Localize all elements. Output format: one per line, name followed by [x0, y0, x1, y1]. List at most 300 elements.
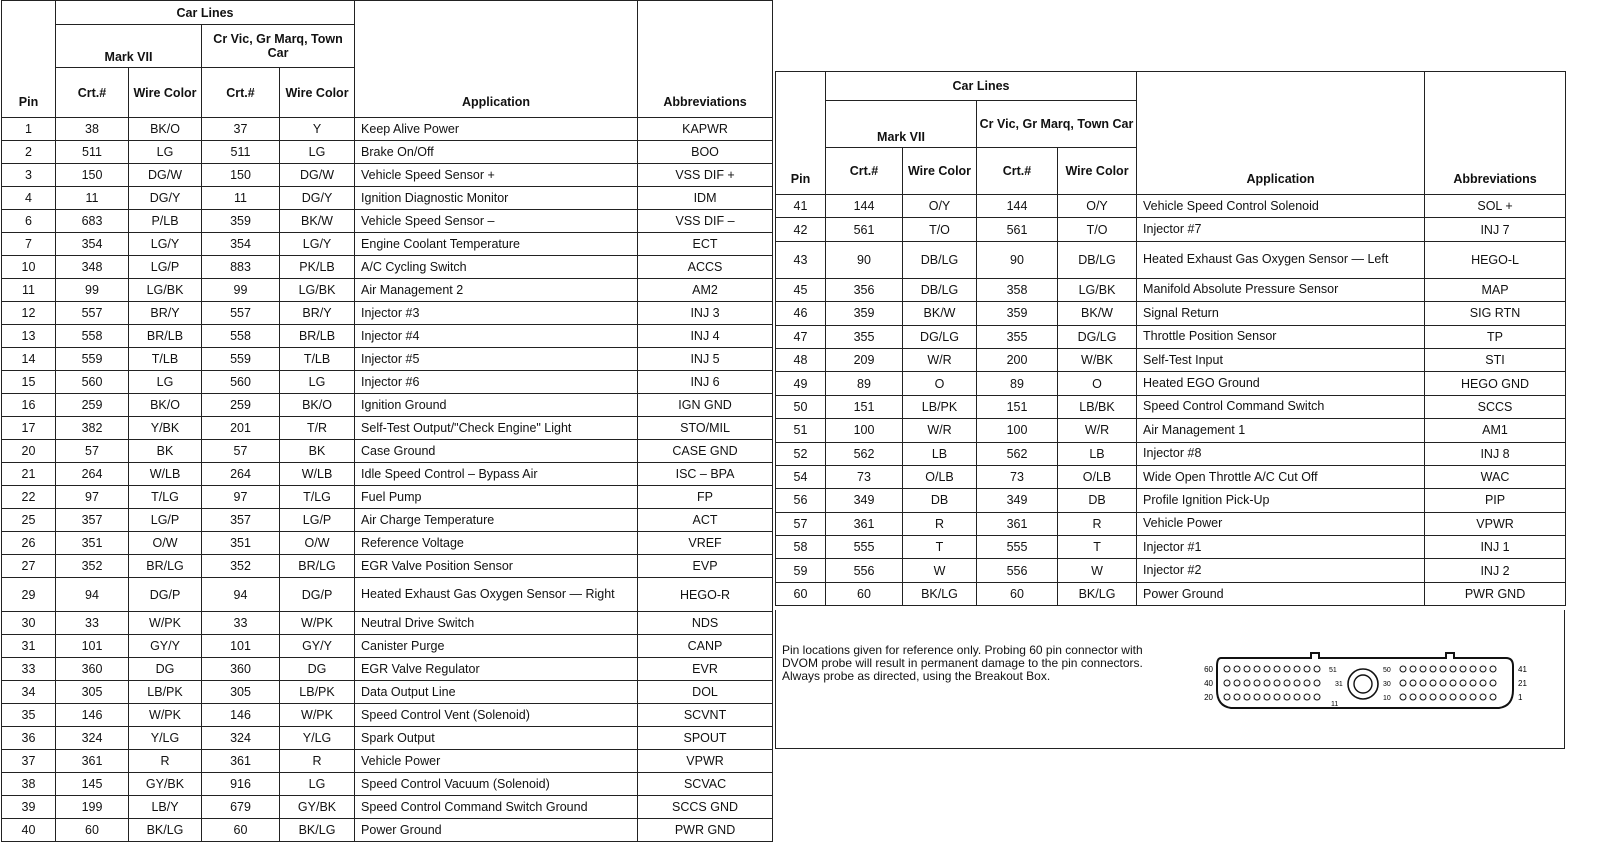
pin-cell: 34: [2, 681, 56, 704]
pin-cell: 31: [2, 635, 56, 658]
circuit-cell: 11: [56, 187, 129, 210]
connector-pin-hole: [1420, 680, 1426, 686]
probe-warning-note: Pin locations given for reference only. Probing 60 pin connector with DVOM probe will result in permanent damage to the pin connectors. Always probe as directed, using the Breakout Box.: [782, 643, 1143, 683]
circuit-cell: 557: [202, 302, 280, 325]
connector-label-51: 51: [1329, 667, 1337, 674]
wire-color-cell: O: [1058, 372, 1137, 395]
circuit-cell: 89: [977, 372, 1058, 395]
wire-color-cell: DG/P: [280, 578, 355, 612]
circuit-cell: 89: [826, 372, 903, 395]
wire-color-cell: LB/Y: [129, 796, 202, 819]
circuit-cell: 348: [56, 256, 129, 279]
wire-color-cell: LG/P: [129, 256, 202, 279]
wire-color-cell: T/O: [1058, 218, 1137, 241]
connector-pin-hole: [1430, 680, 1436, 686]
wire-color-cell: Y: [280, 118, 355, 141]
abbreviation-cell: IDM: [638, 187, 773, 210]
wire-color-cell: O/Y: [903, 195, 977, 218]
circuit-cell: 264: [202, 463, 280, 486]
wire-color-cell: BK/LG: [129, 819, 202, 842]
circuit-cell: 201: [202, 417, 280, 440]
wire-color-cell: LG/BK: [129, 279, 202, 302]
connector-pin-hole: [1314, 694, 1320, 700]
mark-vii-header: Mark VII: [826, 101, 977, 148]
wire-color-cell: T/LB: [280, 348, 355, 371]
wire-color-cell: LB: [903, 442, 977, 465]
circuit-cell: 354: [202, 233, 280, 256]
wire-color-cell: LG/P: [129, 509, 202, 532]
wire-color-cell: W/LB: [129, 463, 202, 486]
connector-label-60: 60: [1204, 665, 1213, 674]
wire-color-cell: Y/LG: [129, 727, 202, 750]
wire-color-cell: DB/LG: [903, 241, 977, 278]
application-cell: Manifold Absolute Pressure Sensor: [1137, 278, 1425, 301]
circuit-cell: 683: [56, 210, 129, 233]
wire-color-cell: BK/O: [280, 394, 355, 417]
application-cell: Speed Control Command Switch: [1137, 395, 1425, 418]
connector-pin-hole: [1294, 666, 1300, 672]
abbreviation-cell: VPWR: [1425, 512, 1566, 535]
table-row: [2, 256, 773, 279]
wire-color-cell: W/R: [903, 348, 977, 371]
connector-label-10: 10: [1383, 695, 1391, 702]
application-cell: Engine Coolant Temperature: [355, 233, 638, 256]
circuit-cell: 73: [977, 465, 1058, 488]
circuit-cell: 11: [202, 187, 280, 210]
connector-pin-hole: [1470, 666, 1476, 672]
wire-color-cell: BK/LG: [1058, 582, 1137, 605]
pin-cell: 59: [776, 559, 826, 582]
wire-color-cell: O/LB: [903, 465, 977, 488]
crvic-header: Cr Vic, Gr Marq, Town Car: [202, 25, 355, 68]
connector-pin-hole: [1264, 694, 1270, 700]
circuit-cell: 209: [826, 348, 903, 371]
circuit-cell: 99: [202, 279, 280, 302]
connector-pin-hole: [1274, 666, 1280, 672]
table-row: [776, 372, 1566, 395]
circuit-cell: 361: [56, 750, 129, 773]
application-cell: Speed Control Command Switch Ground: [355, 796, 638, 819]
application-cell: Vehicle Speed Control Solenoid: [1137, 195, 1425, 218]
connector-pin-hole: [1440, 694, 1446, 700]
connector-pin-hole: [1254, 666, 1260, 672]
table-row: [2, 555, 773, 578]
pin-cell: 57: [776, 512, 826, 535]
application-cell: Self-Test Input: [1137, 348, 1425, 371]
connector-pin-hole: [1274, 680, 1280, 686]
wire-color-cell: DG/W: [280, 164, 355, 187]
application-cell: Vehicle Speed Sensor +: [355, 164, 638, 187]
abbreviation-cell: TP: [1425, 325, 1566, 348]
crt-header: Crt.#: [826, 148, 903, 195]
abbreviation-cell: CANP: [638, 635, 773, 658]
wire-color-cell: Y/BK: [129, 417, 202, 440]
circuit-cell: 359: [826, 302, 903, 325]
circuit-cell: 560: [202, 371, 280, 394]
application-cell: Signal Return: [1137, 302, 1425, 325]
connector-pin-hole: [1410, 680, 1416, 686]
connector-pin-hole: [1460, 666, 1466, 672]
connector-label-41: 41: [1518, 665, 1527, 674]
table-row: [2, 164, 773, 187]
connector-pin-hole: [1244, 666, 1250, 672]
connector-pin-hole: [1400, 680, 1406, 686]
application-cell: Power Ground: [1137, 582, 1425, 605]
pin-table-left: [1, 0, 773, 842]
wire-color-header: Wire Color: [1058, 148, 1137, 195]
wire-color-cell: BK/W: [903, 302, 977, 325]
table-row: [776, 512, 1566, 535]
table-row: [2, 118, 773, 141]
wire-color-cell: BR/Y: [129, 302, 202, 325]
abbreviation-cell: HEGO GND: [1425, 372, 1566, 395]
table-row: [2, 394, 773, 417]
application-header: Application: [355, 1, 638, 118]
wire-color-cell: BK: [129, 440, 202, 463]
wire-color-cell: DG/Y: [129, 187, 202, 210]
application-cell: Injector #3: [355, 302, 638, 325]
wire-color-cell: BK: [280, 440, 355, 463]
table-row: [776, 241, 1566, 278]
wire-color-cell: DG/P: [129, 578, 202, 612]
application-cell: Injector #7: [1137, 218, 1425, 241]
application-cell: Speed Control Vacuum (Solenoid): [355, 773, 638, 796]
wire-color-cell: O: [903, 372, 977, 395]
connector-pin-hole: [1450, 694, 1456, 700]
pin-header: Pin: [2, 1, 56, 118]
abbreviation-cell: NDS: [638, 612, 773, 635]
wire-color-cell: DG: [129, 658, 202, 681]
connector-pin-hole: [1314, 666, 1320, 672]
pin-cell: 60: [776, 582, 826, 605]
connector-label-31: 31: [1335, 681, 1343, 688]
connector-pin-hole: [1470, 694, 1476, 700]
circuit-cell: 360: [202, 658, 280, 681]
circuit-cell: 349: [826, 489, 903, 512]
circuit-cell: 358: [977, 278, 1058, 301]
table-row: [2, 233, 773, 256]
connector-pin-hole: [1450, 666, 1456, 672]
wire-color-cell: BK/O: [129, 118, 202, 141]
wire-color-cell: T: [903, 536, 977, 559]
application-cell: EGR Valve Position Sensor: [355, 555, 638, 578]
wire-color-cell: DG/W: [129, 164, 202, 187]
pin-cell: 51: [776, 419, 826, 442]
application-cell: Neutral Drive Switch: [355, 612, 638, 635]
pin-cell: 6: [2, 210, 56, 233]
connector-pin-hole: [1480, 680, 1486, 686]
application-cell: Heated Exhaust Gas Oxygen Sensor — Left: [1137, 241, 1425, 278]
circuit-cell: 324: [202, 727, 280, 750]
circuit-cell: 90: [826, 241, 903, 278]
abbreviation-cell: SCCS GND: [638, 796, 773, 819]
circuit-cell: 38: [56, 118, 129, 141]
table-row: [2, 509, 773, 532]
table-row: [776, 395, 1566, 418]
abbreviation-cell: VREF: [638, 532, 773, 555]
connector-pin-hole: [1450, 680, 1456, 686]
application-cell: Data Output Line: [355, 681, 638, 704]
application-cell: Air Charge Temperature: [355, 509, 638, 532]
connector-pin-hole: [1294, 680, 1300, 686]
wire-color-cell: GY/BK: [129, 773, 202, 796]
table-row: [2, 612, 773, 635]
wire-color-cell: BR/LG: [129, 555, 202, 578]
wire-color-cell: W/PK: [129, 704, 202, 727]
circuit-cell: 555: [977, 536, 1058, 559]
connector-pin-hole: [1264, 666, 1270, 672]
table-row: [2, 440, 773, 463]
wire-color-cell: W/LB: [280, 463, 355, 486]
wire-color-cell: O/Y: [1058, 195, 1137, 218]
pin-cell: 42: [776, 218, 826, 241]
wire-color-cell: BR/LG: [280, 555, 355, 578]
circuit-cell: 354: [56, 233, 129, 256]
pin-cell: 25: [2, 509, 56, 532]
connector-pin-hole: [1224, 666, 1230, 672]
abbreviation-cell: EVP: [638, 555, 773, 578]
circuit-cell: 324: [56, 727, 129, 750]
wire-color-cell: DG/LG: [903, 325, 977, 348]
circuit-cell: 352: [56, 555, 129, 578]
wire-color-cell: R: [129, 750, 202, 773]
circuit-cell: 73: [826, 465, 903, 488]
circuit-cell: 60: [977, 582, 1058, 605]
circuit-cell: 351: [56, 532, 129, 555]
pin-header: Pin: [776, 72, 826, 195]
table-row: [776, 325, 1566, 348]
table-row: [2, 727, 773, 750]
circuit-cell: 357: [56, 509, 129, 532]
car-lines-header: Car Lines: [56, 1, 355, 25]
circuit-cell: 361: [977, 512, 1058, 535]
abbreviation-cell: HEGO-L: [1425, 241, 1566, 278]
wire-color-cell: O/W: [280, 532, 355, 555]
connector-pin-hole: [1224, 680, 1230, 686]
application-cell: Power Ground: [355, 819, 638, 842]
table-row: [2, 279, 773, 302]
wire-color-cell: W/PK: [280, 704, 355, 727]
table-row: [2, 704, 773, 727]
connector-pin-hole: [1490, 666, 1496, 672]
circuit-cell: 360: [56, 658, 129, 681]
abbreviation-cell: SCVNT: [638, 704, 773, 727]
pin-cell: 49: [776, 372, 826, 395]
circuit-cell: 150: [202, 164, 280, 187]
application-cell: Heated EGO Ground: [1137, 372, 1425, 395]
abbreviation-cell: ACT: [638, 509, 773, 532]
pin-cell: 21: [2, 463, 56, 486]
wire-color-cell: T/LB: [129, 348, 202, 371]
pin-cell: 29: [2, 578, 56, 612]
circuit-cell: 97: [56, 486, 129, 509]
application-cell: Vehicle Power: [355, 750, 638, 773]
application-cell: Injector #8: [1137, 442, 1425, 465]
application-cell: Keep Alive Power: [355, 118, 638, 141]
circuit-cell: 90: [977, 241, 1058, 278]
abbreviation-cell: KAPWR: [638, 118, 773, 141]
circuit-cell: 361: [826, 512, 903, 535]
circuit-cell: 60: [826, 582, 903, 605]
circuit-cell: 144: [977, 195, 1058, 218]
circuit-cell: 305: [202, 681, 280, 704]
abbreviation-cell: INJ 1: [1425, 536, 1566, 559]
pin-cell: 17: [2, 417, 56, 440]
abbreviation-cell: SIG RTN: [1425, 302, 1566, 325]
wire-color-cell: W: [1058, 559, 1137, 582]
wire-color-cell: BR/LB: [129, 325, 202, 348]
pin-cell: 54: [776, 465, 826, 488]
abbreviation-cell: INJ 5: [638, 348, 773, 371]
wire-color-cell: LG: [280, 371, 355, 394]
table-row: [2, 796, 773, 819]
abbreviation-cell: SCVAC: [638, 773, 773, 796]
abbreviation-cell: CASE GND: [638, 440, 773, 463]
application-cell: Throttle Position Sensor: [1137, 325, 1425, 348]
table-row: [2, 187, 773, 210]
connector-pin-hole: [1470, 680, 1476, 686]
wire-color-cell: LG/Y: [129, 233, 202, 256]
circuit-cell: 60: [56, 819, 129, 842]
wire-color-cell: DB/LG: [1058, 241, 1137, 278]
table-row: [2, 417, 773, 440]
connector-pin-hole: [1490, 694, 1496, 700]
pin-rows-right: [776, 195, 1566, 606]
circuit-cell: 883: [202, 256, 280, 279]
connector-pin-hole: [1234, 680, 1240, 686]
abbreviation-cell: AM2: [638, 279, 773, 302]
abbreviation-cell: ACCS: [638, 256, 773, 279]
table-row: [776, 419, 1566, 442]
circuit-cell: 357: [202, 509, 280, 532]
pin-cell: 35: [2, 704, 56, 727]
application-cell: Heated Exhaust Gas Oxygen Sensor — Right: [355, 578, 638, 612]
wire-color-cell: W: [903, 559, 977, 582]
connector-label-11: 11: [1331, 701, 1339, 708]
wire-color-cell: T/R: [280, 417, 355, 440]
wire-color-cell: P/LB: [129, 210, 202, 233]
table-row: [776, 278, 1566, 301]
circuit-cell: 356: [826, 278, 903, 301]
abbreviation-cell: SPOUT: [638, 727, 773, 750]
connector-label-40: 40: [1204, 679, 1213, 688]
circuit-cell: 259: [202, 394, 280, 417]
table-row: [776, 195, 1566, 218]
circuit-cell: 355: [977, 325, 1058, 348]
pin-cell: 46: [776, 302, 826, 325]
table-row: [2, 819, 773, 842]
circuit-cell: 562: [977, 442, 1058, 465]
abbreviation-cell: PWR GND: [638, 819, 773, 842]
connector-pin-hole: [1440, 680, 1446, 686]
wire-color-cell: DG/LG: [1058, 325, 1137, 348]
pin-cell: 22: [2, 486, 56, 509]
crt-header: Crt.#: [56, 68, 129, 118]
circuit-cell: 351: [202, 532, 280, 555]
application-cell: Injector #6: [355, 371, 638, 394]
abbreviation-cell: VSS DIF –: [638, 210, 773, 233]
wire-color-cell: BR/LB: [280, 325, 355, 348]
wire-color-cell: DG: [280, 658, 355, 681]
application-cell: Spark Output: [355, 727, 638, 750]
circuit-cell: 561: [977, 218, 1058, 241]
wire-color-cell: BK/W: [280, 210, 355, 233]
application-cell: Self-Test Output/"Check Engine" Light: [355, 417, 638, 440]
pin-cell: 11: [2, 279, 56, 302]
table-row: [2, 371, 773, 394]
connector-label-50: 50: [1383, 667, 1391, 674]
circuit-cell: 100: [977, 419, 1058, 442]
abbreviation-cell: INJ 8: [1425, 442, 1566, 465]
circuit-cell: 305: [56, 681, 129, 704]
circuit-cell: 97: [202, 486, 280, 509]
wire-color-header: Wire Color: [280, 68, 355, 118]
wire-color-cell: BR/Y: [280, 302, 355, 325]
wire-color-cell: O/LB: [1058, 465, 1137, 488]
pin-cell: 37: [2, 750, 56, 773]
circuit-cell: 555: [826, 536, 903, 559]
pin-cell: 41: [776, 195, 826, 218]
wire-color-cell: LB/PK: [903, 395, 977, 418]
application-cell: Air Management 1: [1137, 419, 1425, 442]
wire-color-cell: BK/LG: [280, 819, 355, 842]
connector-pin-hole: [1480, 694, 1486, 700]
pin-cell: 33: [2, 658, 56, 681]
application-cell: Injector #2: [1137, 559, 1425, 582]
circuit-cell: 560: [56, 371, 129, 394]
circuit-cell: 559: [56, 348, 129, 371]
circuit-cell: 94: [202, 578, 280, 612]
connector-pin-hole: [1304, 666, 1310, 672]
pin-cell: 7: [2, 233, 56, 256]
circuit-cell: 199: [56, 796, 129, 819]
connector-pin-hole: [1420, 694, 1426, 700]
connector-pin-hole: [1274, 694, 1280, 700]
table-row: [2, 486, 773, 509]
table-row: [2, 141, 773, 164]
circuit-cell: 101: [202, 635, 280, 658]
connector-pin-hole: [1480, 666, 1486, 672]
table-row: [776, 582, 1566, 605]
pin-cell: 52: [776, 442, 826, 465]
connector-pin-hole: [1234, 666, 1240, 672]
car-lines-header: Car Lines: [826, 72, 1137, 101]
pin-cell: 39: [2, 796, 56, 819]
wire-color-cell: T/O: [903, 218, 977, 241]
wire-color-cell: BK/O: [129, 394, 202, 417]
circuit-cell: 264: [56, 463, 129, 486]
wire-color-cell: W/BK: [1058, 348, 1137, 371]
circuit-cell: 33: [202, 612, 280, 635]
connector-pin-hole: [1420, 666, 1426, 672]
wire-color-cell: T: [1058, 536, 1137, 559]
application-cell: Wide Open Throttle A/C Cut Off: [1137, 465, 1425, 488]
application-cell: Injector #1: [1137, 536, 1425, 559]
abbreviation-cell: IGN GND: [638, 394, 773, 417]
wire-color-cell: DG/Y: [280, 187, 355, 210]
abbreviation-cell: SCCS: [1425, 395, 1566, 418]
circuit-cell: 355: [826, 325, 903, 348]
abbreviations-header: Abbreviations: [1425, 72, 1566, 195]
table-row: [776, 559, 1566, 582]
crvic-header: Cr Vic, Gr Marq, Town Car: [977, 101, 1137, 148]
connector-pin-hole: [1244, 680, 1250, 686]
circuit-cell: 352: [202, 555, 280, 578]
application-cell: Canister Purge: [355, 635, 638, 658]
connector-pin-hole: [1440, 666, 1446, 672]
abbreviation-cell: INJ 7: [1425, 218, 1566, 241]
wire-color-cell: LG: [129, 371, 202, 394]
